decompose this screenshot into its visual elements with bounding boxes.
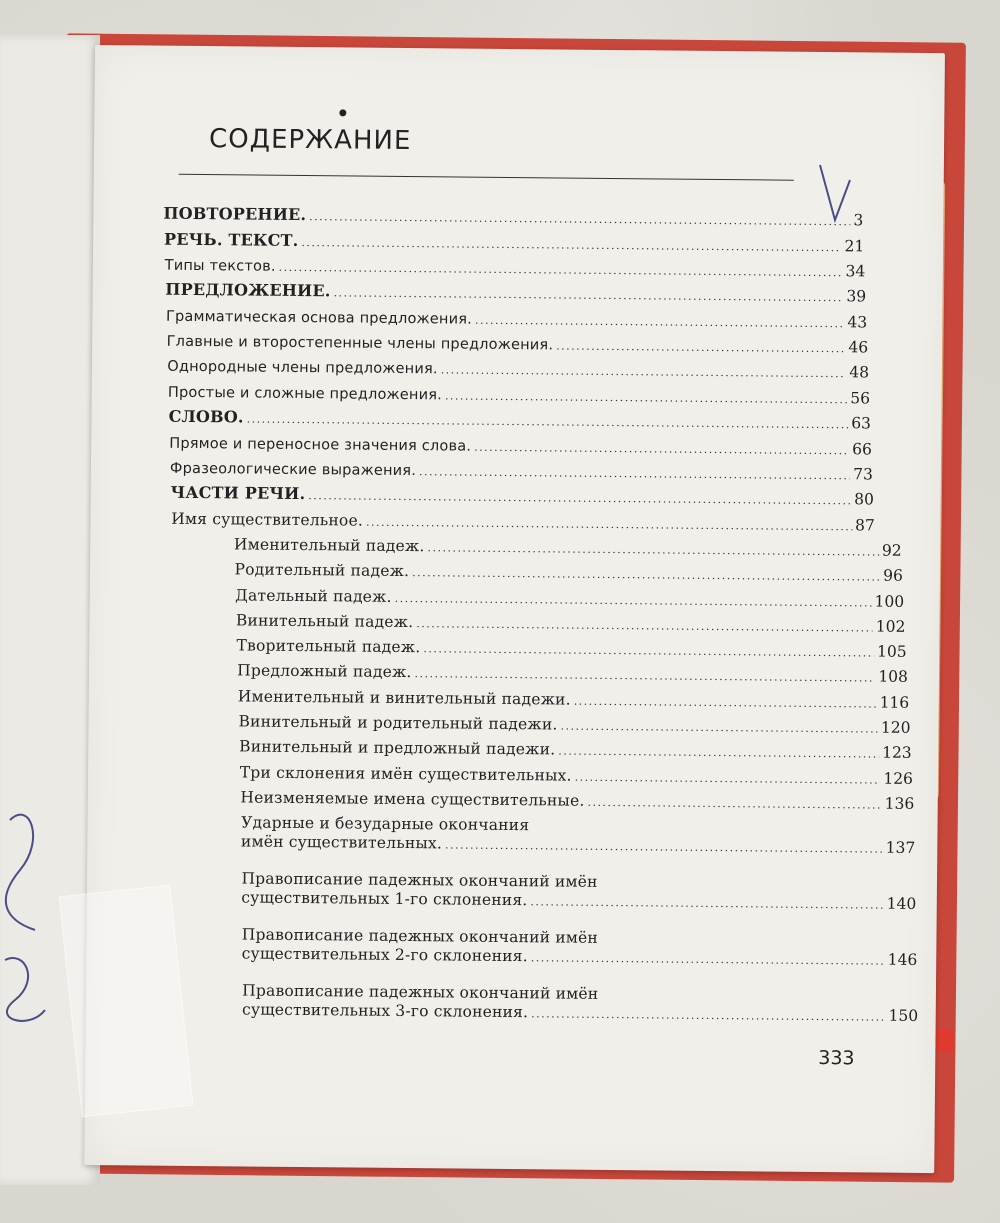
toc-leader-dots <box>587 791 881 813</box>
toc-entry <box>166 305 867 331</box>
page-title: СОДЕРЖАНИЕ <box>208 124 412 157</box>
toc-entry <box>169 407 872 433</box>
toc-entry <box>234 534 902 559</box>
toc-entry-page: 80 <box>854 490 874 509</box>
toc-entry-page: 102 <box>875 617 906 636</box>
toc-entry <box>165 255 866 281</box>
toc-entry-label-cont: имён существительных. <box>240 832 443 853</box>
toc-leader-dots <box>474 435 849 458</box>
toc-entry <box>169 432 872 458</box>
toc-entry-page: 146 <box>887 950 918 970</box>
toc-entry-label: Имя существительное. <box>171 509 364 530</box>
toc-leader-dots <box>531 1002 886 1024</box>
toc-entry <box>240 762 913 787</box>
toc-entry-page: 150 <box>888 1006 919 1026</box>
toc-entry <box>167 331 869 357</box>
toc-entry-page: 136 <box>884 794 915 813</box>
toc-leader-dots <box>414 662 875 685</box>
toc-entry-label-cont: существительных 1-го склонения. <box>241 888 528 910</box>
toc-entry-label: Правописание падежных окончаний имён <box>241 925 599 948</box>
toc-entry-page: 66 <box>852 439 873 458</box>
toc-entry-page: 96 <box>883 566 904 585</box>
toc-leader-dots <box>427 536 879 559</box>
toc-entry-label: Винительный и предложный падежи. <box>239 737 556 759</box>
toc-leader-dots <box>574 689 877 711</box>
toc-entry <box>171 483 874 509</box>
toc-entry-label: ПОВТОРЕНИЕ. <box>163 203 307 225</box>
toc-entry-label: РЕЧЬ. ТЕКСТ. <box>163 229 299 250</box>
title-rule <box>179 174 794 181</box>
toc-entry-page: 3 <box>853 211 864 230</box>
toc-entry <box>234 560 903 585</box>
toc-leader-dots <box>530 890 883 912</box>
toc-entry <box>167 356 869 382</box>
toc-entry <box>242 925 918 969</box>
toc-entry-page: 48 <box>849 363 870 382</box>
toc-leader-dots <box>423 637 874 660</box>
toc-entry-page: 126 <box>883 769 914 788</box>
toc-leader-dots <box>395 586 872 610</box>
toc-leader-dots <box>279 256 843 280</box>
toc-leader-dots <box>531 946 885 968</box>
toc-entry-label: Типы текстов. <box>164 257 276 275</box>
contents-page <box>84 45 945 1173</box>
toc-entry-page: 100 <box>874 592 905 611</box>
toc-entry <box>235 585 904 610</box>
ink-dot <box>339 109 346 116</box>
toc-entry-label: Главные и второстепенные члены предложения. <box>166 333 554 354</box>
toc-entry-label: ПРЕДЛОЖЕНИЕ. <box>165 279 331 301</box>
toc-leader-dots <box>309 205 850 229</box>
toc-entry-label: Именительный падеж. <box>233 535 425 556</box>
toc-entry-page: 120 <box>880 718 911 737</box>
toc-entry <box>236 635 906 660</box>
toc-entry-page: 116 <box>879 693 910 712</box>
toc-entry <box>242 981 919 1025</box>
toc-entry-label: Предложный падеж. <box>237 661 412 682</box>
toc-entry-page: 63 <box>851 414 872 433</box>
toc-leader-dots <box>556 335 845 357</box>
toc-entry-label: Винительный и родительный падежи. <box>238 712 558 734</box>
toc-entry-page: 140 <box>886 894 917 914</box>
toc-entry <box>168 381 870 407</box>
toc-entry-label: Простые и сложные предложения. <box>167 384 443 404</box>
toc-entry-label: Правописание падежных окончаний имён <box>241 869 598 892</box>
toc-entry-page: 56 <box>850 388 871 408</box>
toc-entry-label: Винительный падеж. <box>235 611 414 631</box>
toc-leader-dots <box>416 612 873 635</box>
toc-entry-label: Ударные и безударные окончания <box>241 813 530 835</box>
table-of-contents <box>163 203 919 1026</box>
toc-leader-dots <box>441 359 847 382</box>
toc-entry-label: Фразеологические выражения. <box>169 460 417 479</box>
toc-leader-dots <box>445 834 883 857</box>
toc-entry-label: ЧАСТИ РЕЧИ. <box>170 482 306 504</box>
toc-leader-dots <box>558 740 879 762</box>
toc-entry-label: Прямое и переносное значения слова. <box>169 435 472 455</box>
toc-entry <box>240 787 914 812</box>
toc-entry <box>236 610 906 635</box>
toc-entry-label: Творительный падеж. <box>236 636 421 657</box>
toc-entry-label: Дательный падеж. <box>235 585 392 606</box>
toc-leader-dots <box>561 715 878 737</box>
toc-leader-dots <box>445 384 847 407</box>
toc-entry-page: 73 <box>853 465 874 484</box>
toc-entry-label: Именительный и винительный падежи. <box>237 687 571 709</box>
toc-entry-label: Однородные члены предложения. <box>167 359 438 378</box>
toc-entry <box>237 661 908 686</box>
toc-entry <box>241 869 916 913</box>
toc-leader-dots <box>412 561 880 584</box>
toc-entry <box>238 711 910 736</box>
toc-entry-page: 123 <box>882 743 912 763</box>
toc-entry-page: 87 <box>854 515 875 535</box>
toc-entry <box>171 508 875 534</box>
toc-entry-page: 34 <box>845 262 866 281</box>
toc-entry <box>164 229 864 255</box>
toc-entry-label: Родительный падеж. <box>234 560 410 581</box>
toc-leader-dots <box>419 460 850 483</box>
toc-entry-label: Три склонения имён существительных. <box>239 763 572 785</box>
toc-leader-dots <box>333 282 843 306</box>
toc-leader-dots <box>247 407 849 432</box>
page-number: 333 <box>818 1046 855 1070</box>
toc-leader-dots <box>301 230 841 254</box>
toc-entry-label: Правописание падежных окончаний имён <box>242 981 599 1004</box>
toc-leader-dots <box>575 765 881 787</box>
tape-strip <box>59 885 194 1117</box>
toc-entry-page: 108 <box>878 667 909 687</box>
toc-entry-label-cont: существительных 2-го склонения. <box>241 944 528 966</box>
toc-entry-page: 92 <box>881 541 902 560</box>
toc-entry-page: 43 <box>847 313 868 332</box>
toc-entry <box>241 813 916 857</box>
toc-entry-label: СЛОВО. <box>168 406 244 427</box>
toc-leader-dots <box>475 308 845 331</box>
toc-leader-dots <box>366 510 852 534</box>
toc-entry-page: 137 <box>885 838 916 858</box>
toc-entry-page: 105 <box>877 642 907 661</box>
toc-entry-page: 21 <box>844 236 865 255</box>
toc-entry-label-cont: существительных 3-го склонения. <box>241 1000 529 1022</box>
toc-entry-label: Грамматическая основа предложения. <box>165 308 473 328</box>
toc-entry <box>163 204 863 230</box>
toc-entry <box>239 737 912 762</box>
toc-entry-page: 39 <box>846 287 867 306</box>
toc-entry-page: 46 <box>848 338 869 357</box>
toc-entry-label: Неизменяемые имена существительные. <box>240 788 585 810</box>
toc-entry <box>165 280 866 306</box>
toc-entry <box>170 458 873 484</box>
toc-leader-dots <box>308 484 851 508</box>
toc-entry <box>238 686 910 711</box>
